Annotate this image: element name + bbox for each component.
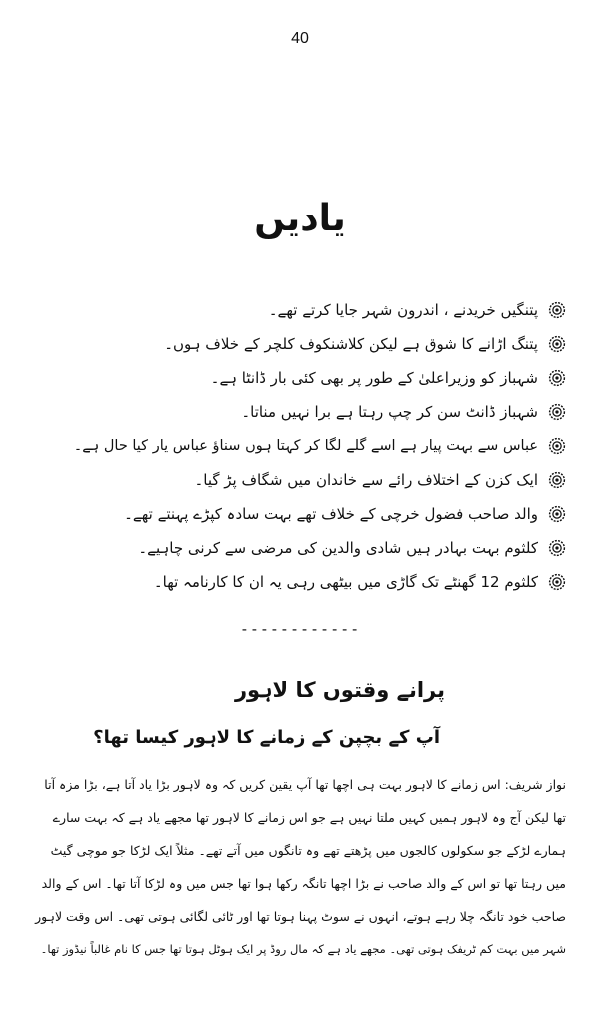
interview-question: آپ کے بچپن کے زمانے کا لاہور کیسا تھا؟ — [93, 727, 440, 748]
memories-list — [66, 293, 566, 599]
list-item-text: والد صاحب فضول خرچی کے خلاف تھے بہت سادہ کپڑے پہنتے تھے۔ — [124, 505, 538, 523]
list-item — [66, 531, 566, 565]
list-item — [66, 361, 566, 395]
list-item-text: شہباز ڈانٹ سن کر چپ رہتا ہے برا نہیں مناتا۔ — [241, 403, 538, 421]
paragraph-line: شہر میں بہت کم ٹریفک ہوتی تھی۔ مجھے یاد ہے کہ مال روڈ پر ایک ہوٹل ہوتا تھا جس کا نام غالباً نیڈوز تھا۔ — [40, 942, 566, 956]
list-item — [66, 395, 566, 429]
flower-bullet-icon — [548, 335, 566, 353]
list-item-text: ایک کزن کے اختلاف رائے سے خاندان میں شگاف پڑ گیا۔ — [194, 471, 538, 489]
flower-bullet-icon — [548, 403, 566, 421]
list-item-text: پتنگ اڑانے کا شوق ہے لیکن کلاشنکوف کلچر کے خلاف ہوں۔ — [164, 335, 538, 353]
flower-bullet-icon — [548, 301, 566, 319]
list-item-text: کلثوم بہت بہادر ہیں شادی والدین کی مرضی سے کرنی چاہیے۔ — [138, 539, 538, 557]
list-item-text: شہباز کو وزیراعلیٰ کے طور پر بھی کئی بار ڈانٹا ہے۔ — [210, 369, 538, 387]
list-item-text: پتنگیں خریدنے ، اندرون شہر جایا کرتے تھے۔ — [268, 301, 538, 319]
section-heading: پرانے وقتوں کا لاہور — [234, 678, 445, 702]
list-item — [66, 497, 566, 531]
flower-bullet-icon — [548, 573, 566, 591]
list-item-text: عباس سے بہت پیار ہے اسے گلے لگا کر کہتا ہوں سناؤ عباس یار کیا حال ہے۔ — [73, 438, 538, 454]
flower-bullet-icon — [548, 369, 566, 387]
list-item — [66, 463, 566, 497]
list-item — [66, 293, 566, 327]
list-item — [66, 429, 566, 463]
list-item-text: کلثوم 12 گھنٹے تک گاڑی میں بیٹھی رہی یہ ان کا کارنامہ تھا۔ — [153, 573, 538, 591]
page-number: 40 — [291, 30, 309, 47]
flower-bullet-icon — [548, 539, 566, 557]
answer-paragraph — [34, 768, 566, 966]
paragraph-line: تھا لیکن آج وہ لاہور ہمیں کہیں ملتا نہیں ہے جو اس زمانے کا لاہور تھا مجھے یاد ہے کہ بہت سارے — [52, 810, 566, 825]
paragraph-line: نواز شریف: اس زمانے کا لاہور بہت ہی اچھا تھا آپ یقین کریں کہ وہ لاہور بڑا یاد آتا ہے، بڑا مزہ آتا — [44, 777, 566, 792]
flower-bullet-icon — [548, 437, 566, 455]
flower-bullet-icon — [548, 505, 566, 523]
paragraph-line: میں رہتا تھا تو اس کے والد صاحب نے بڑا اچھا تانگہ رکھا ہوا تھا جس میں وہ لڑکا آتا تھا۔ اس کے والد — [41, 876, 566, 891]
paragraph-line: صاحب خود تانگہ چلا رہے ہوتے، انہوں نے سوٹ پہنا ہوتا تھا اور ٹائی لگائی ہوتی تھی۔ اس وقت لاہور — [35, 909, 566, 924]
list-item — [66, 327, 566, 361]
chapter-title: یادیں — [254, 198, 346, 239]
flower-bullet-icon — [548, 471, 566, 489]
list-item — [66, 565, 566, 599]
paragraph-line: ہمارے لڑکے جو سکولوں کالجوں میں پڑھتے تھے وہ تانگوں میں آتے تھے۔ مثلاً ایک لڑکا جو موچی گیٹ — [50, 843, 566, 858]
section-separator: ------------ — [239, 620, 361, 638]
